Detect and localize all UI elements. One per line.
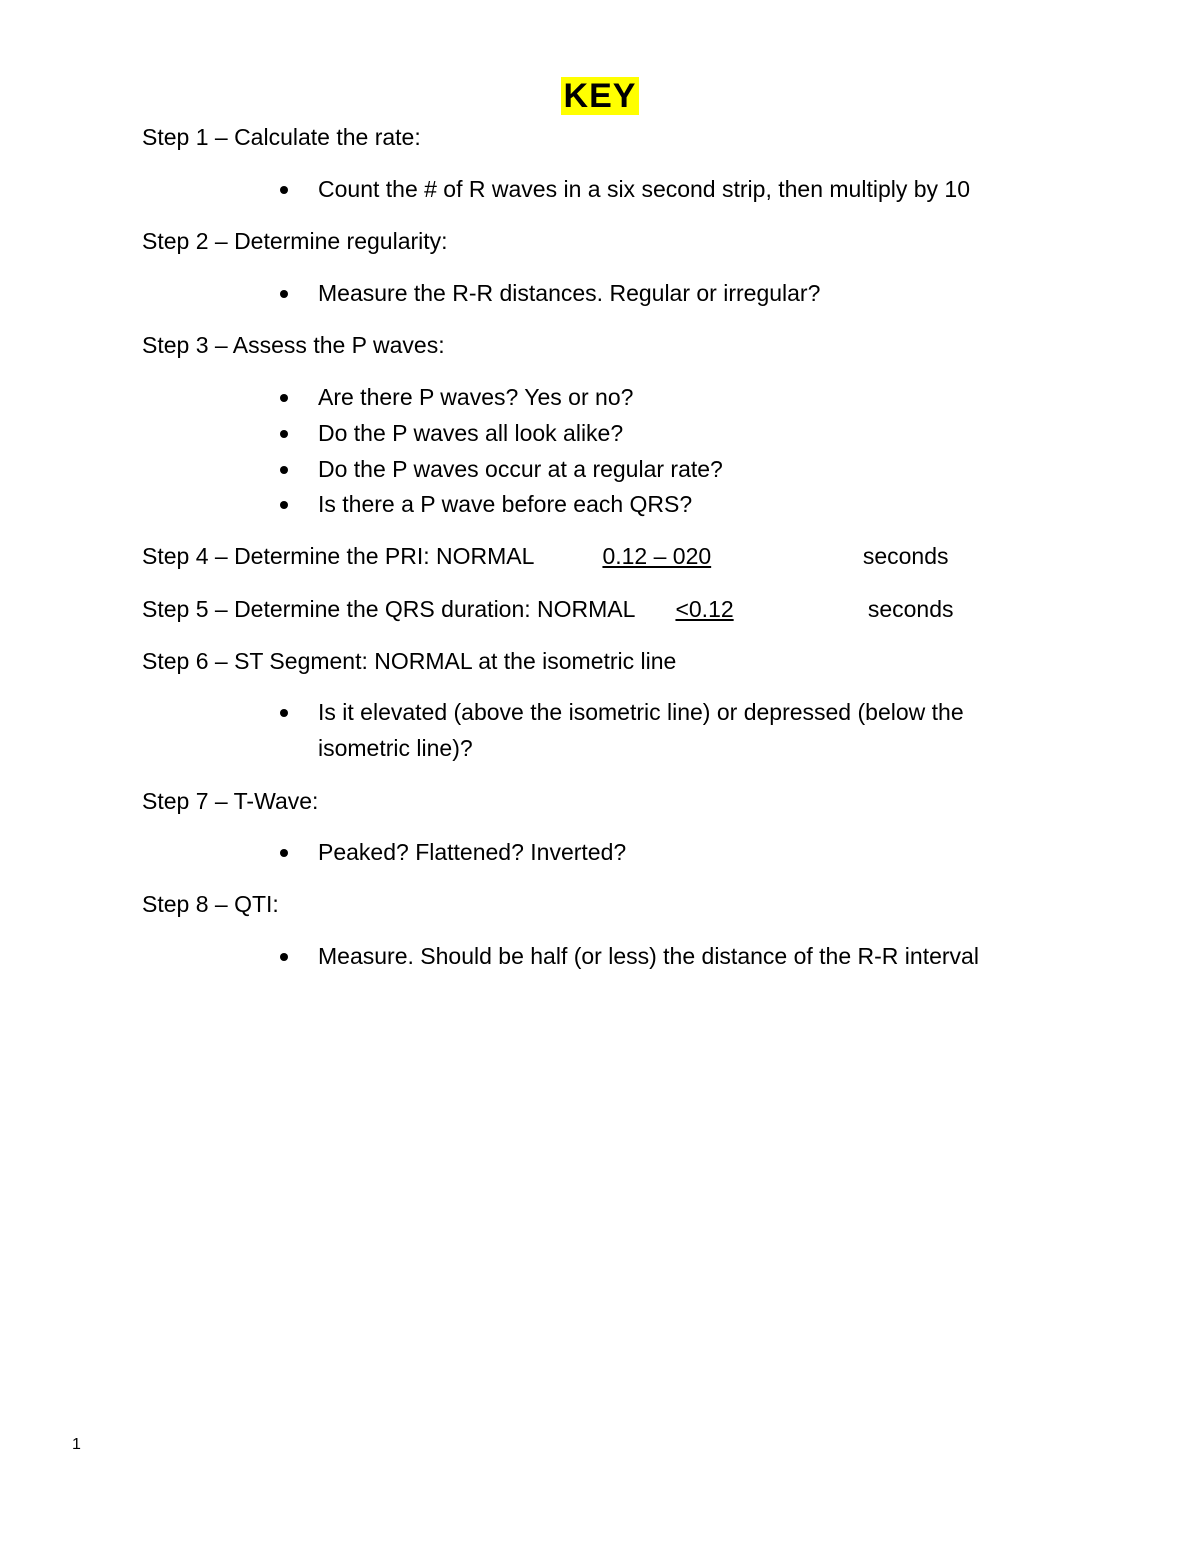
bullet-icon xyxy=(280,849,288,857)
bullet-icon xyxy=(280,394,288,402)
key-title: KEY xyxy=(0,74,1200,118)
step-2-heading: Step 2 – Determine regularity: xyxy=(142,228,448,254)
bullet-icon xyxy=(280,466,288,474)
step-5-answer-field xyxy=(635,594,861,624)
step-4-answer-field xyxy=(534,541,856,571)
bullet-icon xyxy=(280,953,288,961)
step-5-heading: Step 5 – Determine the QRS duration: NORMAL xyxy=(142,596,636,622)
step-1-heading: Step 1 – Calculate the rate: xyxy=(142,124,421,150)
step-4-line xyxy=(142,541,949,571)
page-number: 1 xyxy=(72,1436,81,1453)
bullet-icon xyxy=(280,709,288,717)
bullet-icon xyxy=(280,430,288,438)
step-4-heading: Step 4 – Determine the PRI: NORMAL xyxy=(142,543,535,569)
step-6-heading: Step 6 – ST Segment: NORMAL at the isometric line xyxy=(142,648,677,674)
bullet-icon xyxy=(280,186,288,194)
bullet-icon xyxy=(280,290,288,298)
bullet-icon xyxy=(280,501,288,509)
step-4-answer: 0.12 – 020 xyxy=(602,543,712,569)
step-8-heading: Step 8 – QTI: xyxy=(142,891,279,917)
document-page: KEY Step 1 – Calculate the rate: Count the # of R waves in a six second strip, then multiply by 10 Step 2 – Determine regularity: Measure the R-R distances. Regular or irregular? Step 3 – Assess the P waves: Are there P waves? Yes or no? Do the P waves all look alike? Do the P waves occur at a regular rate? Is there a P wave before each QRS? Step 4 – Determine the PRI: NORMAL 0.12 – 020 seconds Step 5 – Determine the QRS duration: NORMAL <0.12 seconds Step 6 – ST Segment: NORMAL at the isometric line Is it elevated (above the isometric line) or depressed (below the isometric line)? Step 7 – T-Wave: Peaked? Flattened? Inverted? Step 8 – QTI: Measure. Should be half (or less) the distance of the R-R interval 1 xyxy=(0,0,1200,1553)
step-5-answer: <0.12 xyxy=(675,596,734,622)
step-5-line xyxy=(142,594,954,624)
step-5-unit: seconds xyxy=(867,596,954,622)
step-4-unit: seconds xyxy=(862,543,949,569)
step-7-heading: Step 7 – T-Wave: xyxy=(142,788,319,814)
step-3-heading: Step 3 – Assess the P waves: xyxy=(142,332,445,358)
